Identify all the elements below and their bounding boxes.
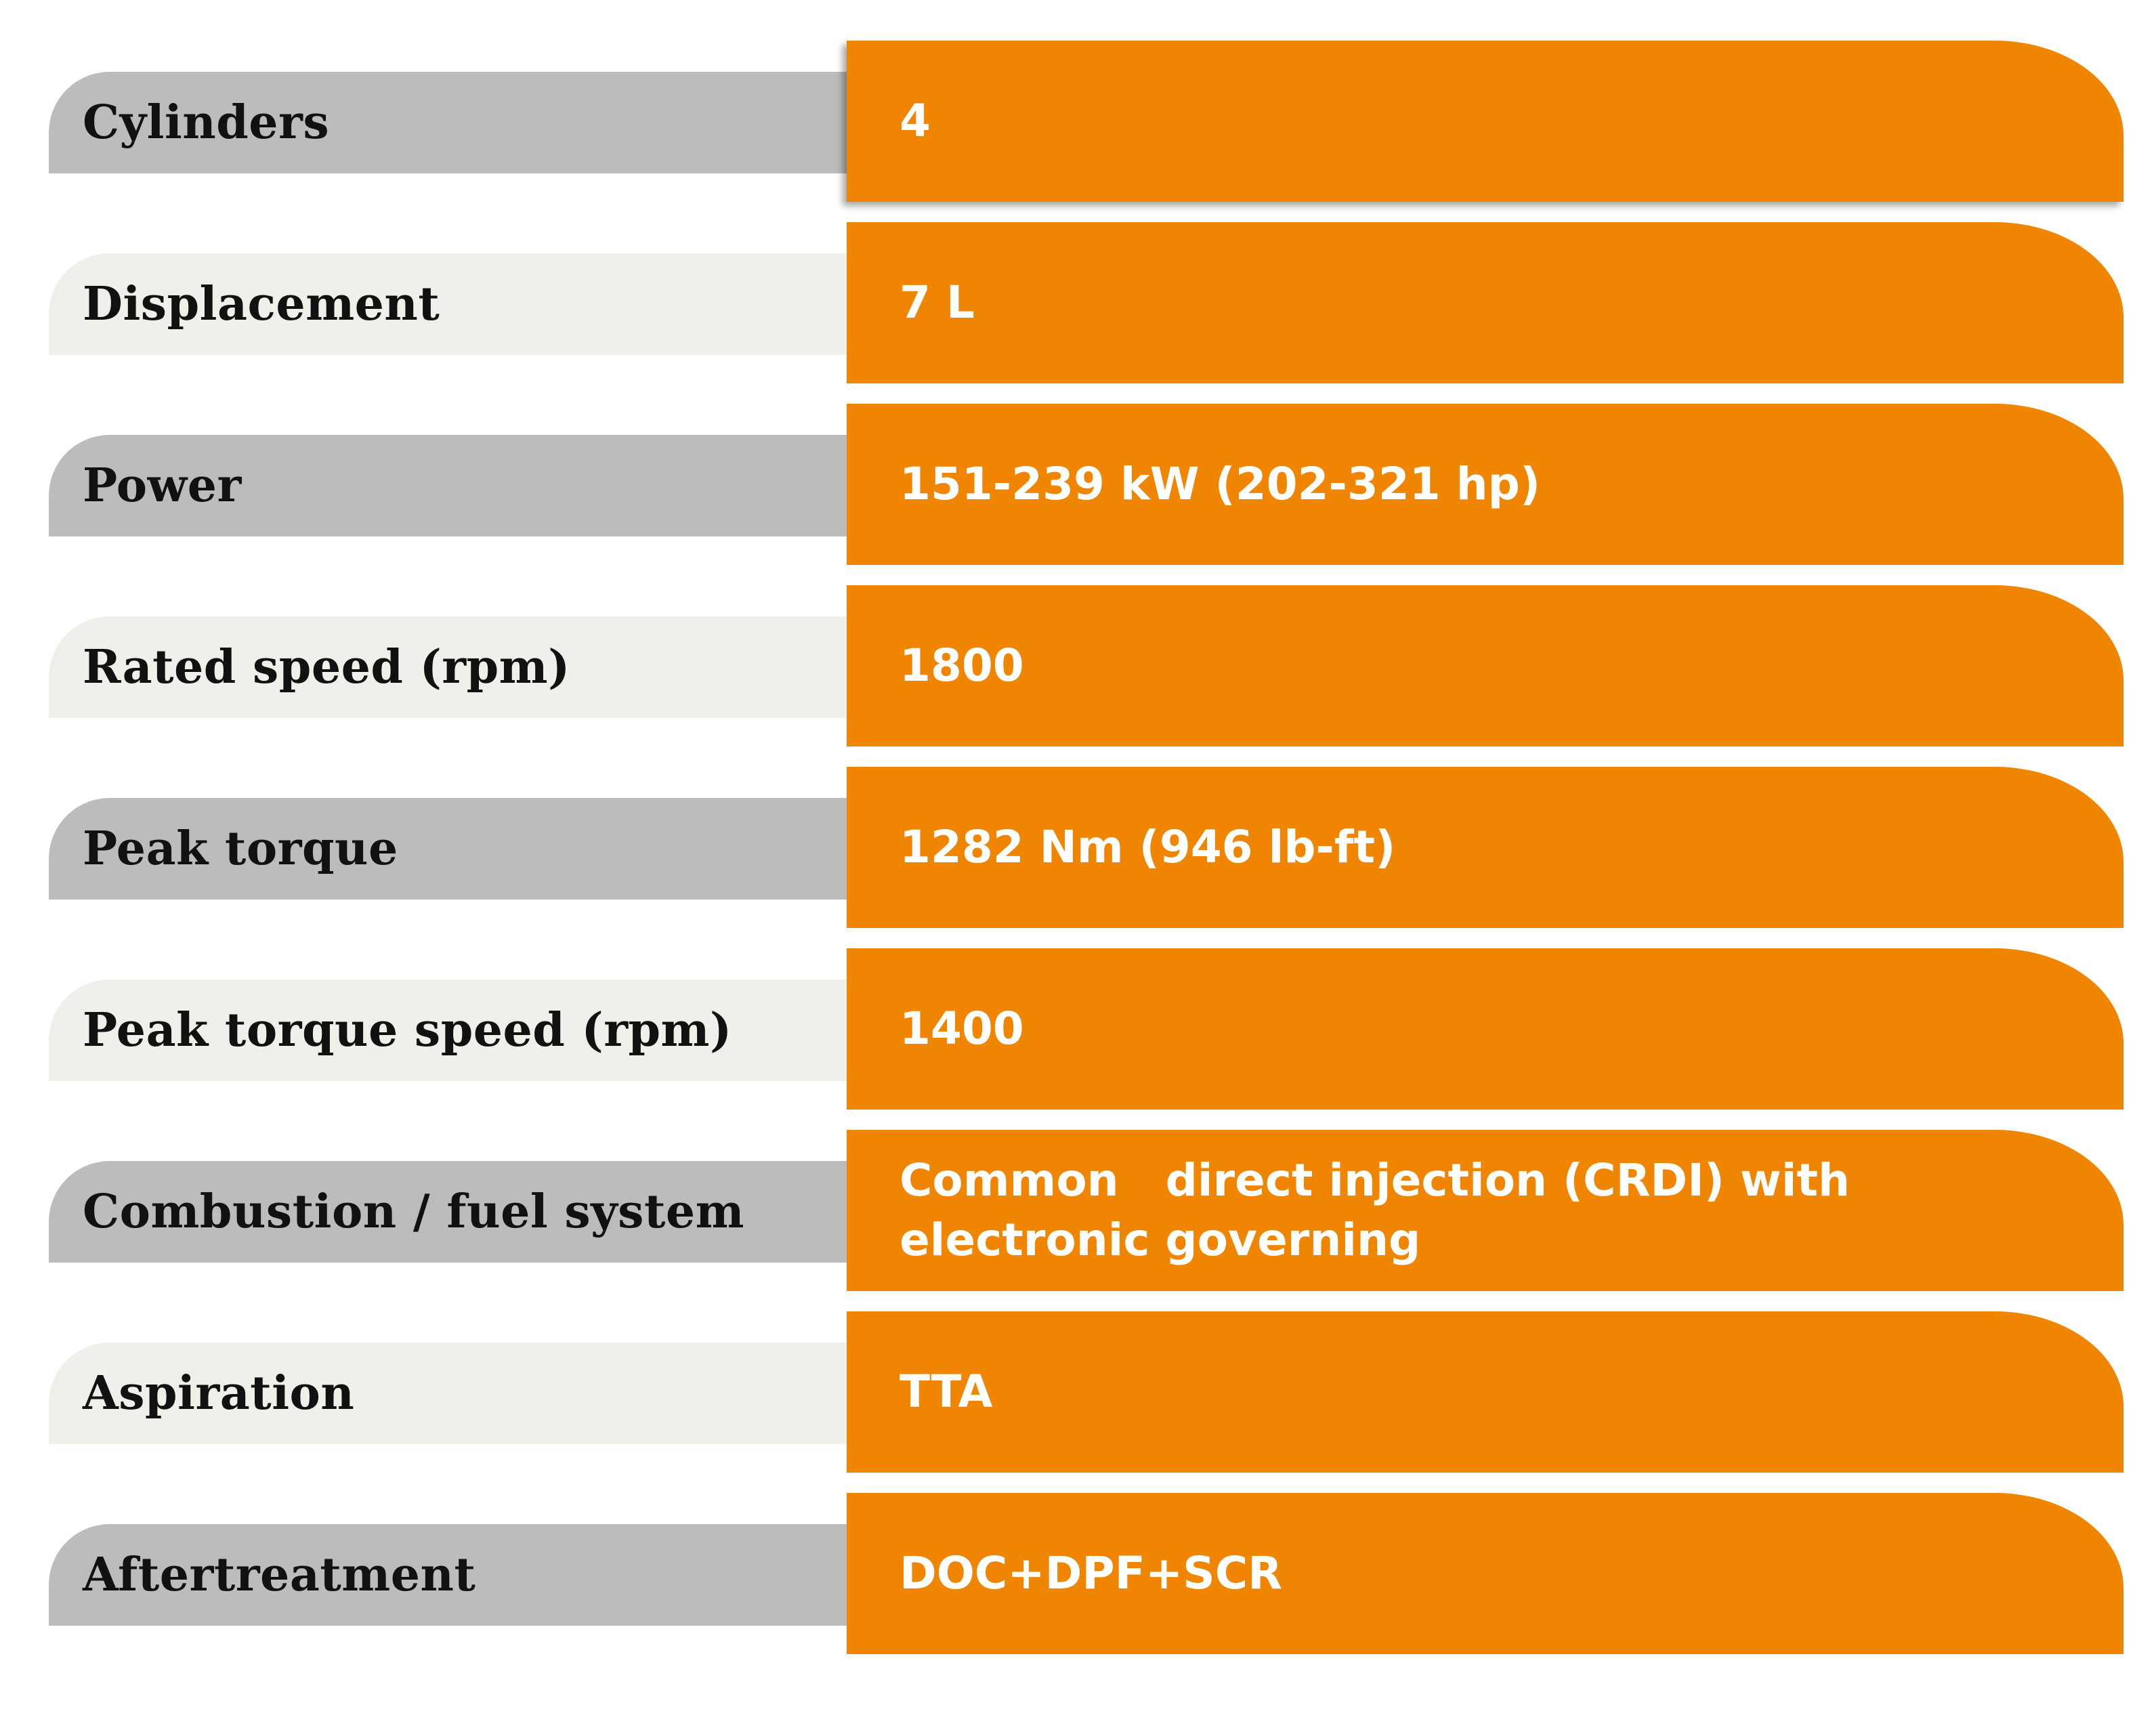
spec-label-cell xyxy=(49,979,848,1081)
spec-row-cylinders xyxy=(0,41,2156,203)
spec-label-cell xyxy=(49,1343,848,1444)
spec-label: Cylinders xyxy=(83,96,330,150)
spec-label: Power xyxy=(83,459,242,513)
spec-label-cell xyxy=(49,1161,848,1263)
spec-value: DOC+DPF+SCR xyxy=(900,1547,1282,1599)
spec-value-cell xyxy=(847,767,2123,928)
spec-value-cell xyxy=(847,41,2123,202)
spec-label-cell xyxy=(49,435,848,536)
spec-label-cell xyxy=(49,616,848,718)
spec-label: Displacement xyxy=(83,277,440,331)
spec-row-rated-speed xyxy=(0,585,2156,748)
spec-value: TTA xyxy=(900,1366,993,1418)
spec-value-cell xyxy=(847,1130,2123,1291)
spec-row-combustion xyxy=(0,1130,2156,1292)
spec-row-aspiration xyxy=(0,1311,2156,1474)
spec-label: Aftertreatment xyxy=(83,1548,476,1602)
spec-value-cell xyxy=(847,585,2123,746)
spec-value: 1800 xyxy=(900,639,1024,692)
spec-label: Combustion / fuel system xyxy=(83,1185,745,1239)
spec-value: 151-239 kW (202-321 hp) xyxy=(900,458,1541,510)
spec-value: Common direct injection (CRDI) with electronic governing xyxy=(900,1154,1851,1266)
spec-row-power xyxy=(0,404,2156,566)
spec-value-cell xyxy=(847,948,2123,1110)
spec-label: Aspiration xyxy=(83,1366,355,1420)
spec-value-cell xyxy=(847,1493,2123,1654)
spec-row-peak-torque xyxy=(0,767,2156,929)
spec-label-cell xyxy=(49,72,848,173)
spec-label-cell xyxy=(49,1524,848,1626)
spec-label: Rated speed (rpm) xyxy=(83,640,570,694)
spec-label-cell xyxy=(49,253,848,355)
spec-row-displacement xyxy=(0,222,2156,385)
spec-value: 1282 Nm (946 lb-ft) xyxy=(900,821,1396,873)
spec-row-peak-torque-speed xyxy=(0,948,2156,1111)
spec-label: Peak torque xyxy=(83,822,398,876)
spec-label-cell xyxy=(49,798,848,900)
spec-value: 1400 xyxy=(900,1003,1024,1055)
spec-row-aftertreatment xyxy=(0,1493,2156,1655)
spec-value-cell xyxy=(847,404,2123,565)
spec-value-cell xyxy=(847,1311,2123,1473)
spec-value-cell xyxy=(847,222,2123,383)
spec-label: Peak torque speed (rpm) xyxy=(83,1003,732,1057)
spec-value: 7 L xyxy=(900,276,975,329)
spec-value: 4 xyxy=(900,95,931,147)
